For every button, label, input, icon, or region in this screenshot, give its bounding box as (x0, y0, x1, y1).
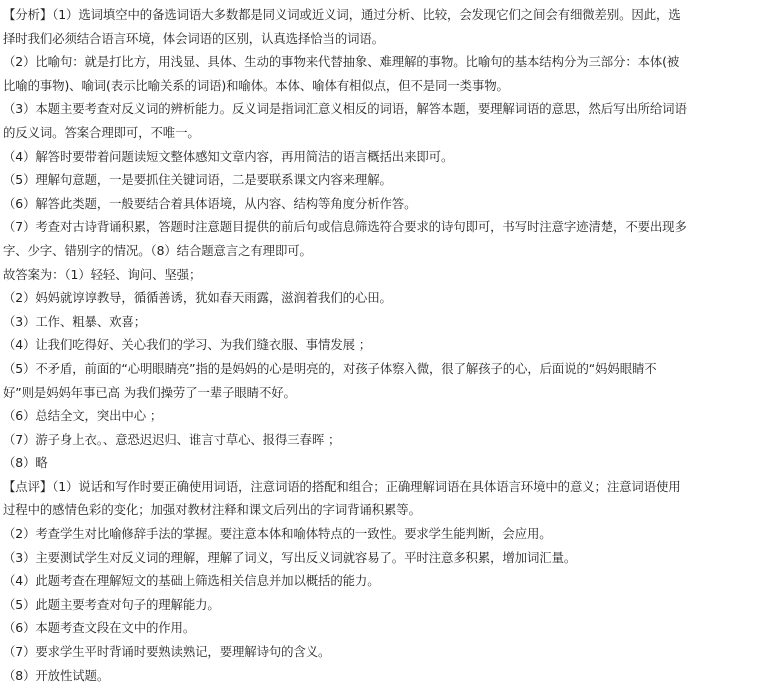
text-line: 字、少字、错别字的情况。（8）结合题意言之有理即可。 (3, 242, 312, 258)
text-line: （6）总结全文，突出中心 ； (3, 408, 163, 424)
text-line: 好”则是妈妈年事已高 为我们操劳了一辈子眼睛不好。 (3, 384, 296, 400)
text-line: （5）理解句意题，一是要抓住关键词语，二是要联系课文内容来理解。 (3, 172, 392, 188)
text-line: 择时我们必须结合语言环境，体会词语的区别，认真选择恰当的词语。 (3, 30, 385, 46)
text-line: （4）让我们吃得好、关心我们的学习、为我们缝衣服、事情发展 ； (3, 337, 372, 353)
text-line: （2）比喻句：就是打比方，用浅显、具体、生动的事物来代替抽象、难理解的事物。比喻句的基本结构分为三部分：本体(被 (3, 54, 680, 70)
text-line: （6）解答此类题，一般要结合着具体语境，从内容、结构等角度分析作答。 (3, 195, 417, 211)
text-line: 的反义词。答案合理即可，不唯一。 (3, 124, 200, 140)
text-line: 故答案为：（1）轻轻、询问、坚强； (3, 266, 202, 282)
text-line: （7）游子身上衣。、意恐迟迟归、谁言寸草心、报得三春晖 ； (3, 431, 341, 447)
text-line: （8）开放性试题。 (3, 667, 110, 683)
text-line: （5）此题主要考查对句子的理解能力。 (3, 596, 220, 612)
text-line: 【分析】（1）选词填空中的备选词语大多数都是同义词或近义词，通过分析、比较，会发现它们之间会有细微差别。因此，选 (3, 7, 681, 22)
text-line: （7）考查对古诗背诵积累，答题时注意题目提供的前后句或信息筛选符合要求的诗句即可，书写时注意字迹清楚，不要出现多 (3, 219, 687, 235)
text-line: （6）本题考查文段在文中的作用。 (3, 620, 196, 636)
text-line: （3）工作、粗暴、欢喜； (3, 313, 146, 329)
text-line: （2）考查学生对比喻修辞手法的掌握。要注意本体和喻体特点的一致性。要求学生能判断，会应用。 (3, 526, 552, 542)
text-line: 比喻的事物)、喻词(表示比喻关系的词语)和喻体。本体、喻体有相似点，但不是同一类事物。 (3, 77, 509, 93)
text-line: （3）本题主要考查对反义词的辨析能力。反义词是指词汇意义相反的词语，解答本题，要理解词语的意思，然后写出所给词语 (3, 101, 687, 117)
text-line: （4）此题考查在理解短文的基础上筛选相关信息并加以概括的能力。 (3, 573, 380, 589)
text-line: （5）不矛盾，前面的“心明眼睛亮”指的是妈妈的心是明亮的，对孩子体察入微，很了解孩子的心，后面说的“妈妈眼睛不 (3, 360, 657, 376)
text-line: （8）略 (3, 455, 48, 471)
text-line: （4）解答时要带着问题读短文整体感知文章内容，再用简洁的语言概括出来即可。 (3, 148, 454, 164)
text-line: 过程中的感情色彩的变化；加强对教材注释和课文后列出的字词背诵积累等。 (3, 502, 421, 518)
text-line: （3）主要测试学生对反义词的理解，理解了词义，写出反义词就容易了。平时注意多积累，增加词汇量。 (3, 549, 577, 565)
text-line: （2）妈妈就谆谆教导，循循善诱，犹如春天雨露，滋润着我们的心田。 (3, 290, 392, 306)
text-line: （7）要求学生平时背诵时要熟读熟记，要理解诗句的含义。 (3, 644, 331, 660)
text-line: 【点评】（1）说话和写作时要正确使用词语，注意词语的搭配和组合；正确理解词语在具体语言环境中的意义；注意词语使用 (3, 478, 681, 494)
